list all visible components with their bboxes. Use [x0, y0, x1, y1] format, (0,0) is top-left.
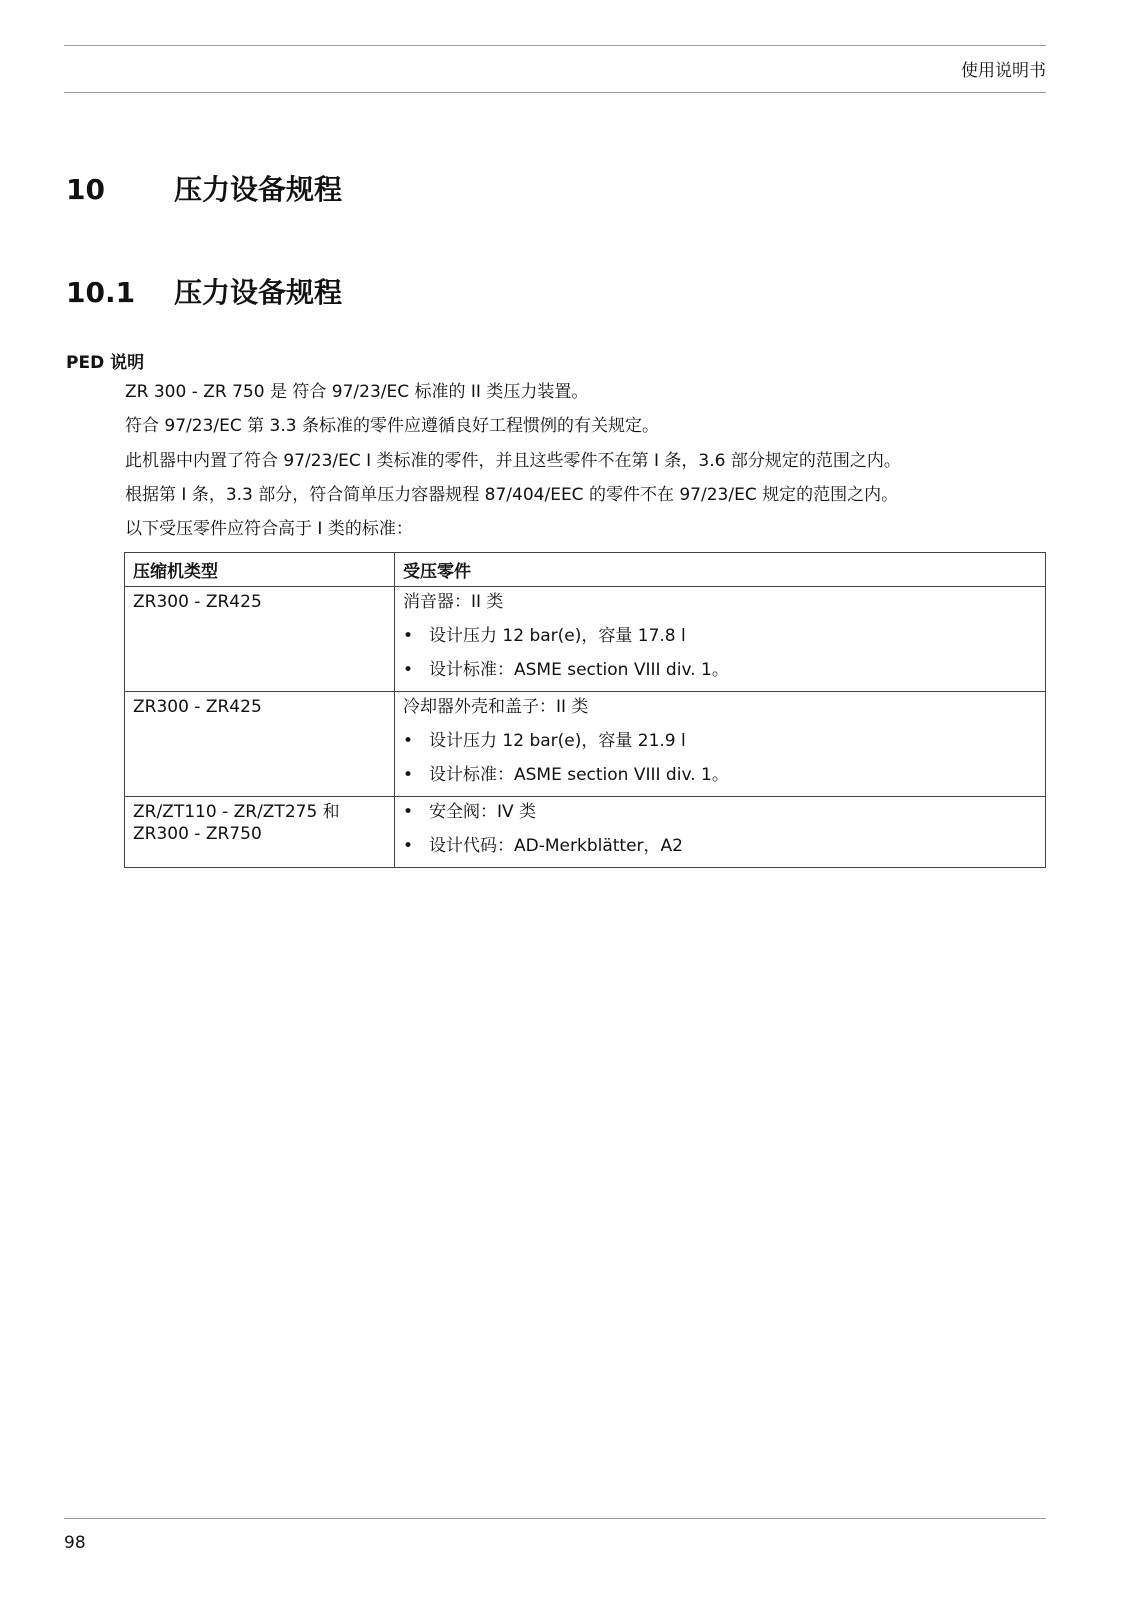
list-item-text: 设计压力 12 bar(e)，容量 17.8 l [429, 626, 686, 646]
list-item-text: 安全阀：IV 类 [429, 802, 537, 822]
table-row [125, 587, 1046, 692]
list-item [403, 835, 1037, 857]
part-bullet-list [403, 801, 1037, 857]
bullet-icon: • [403, 660, 414, 680]
list-item [403, 625, 1037, 647]
table-header-row [125, 553, 1046, 587]
pressure-parts-cell [395, 587, 1046, 692]
part-bullet-list [403, 730, 1037, 786]
list-item-text: 设计压力 12 bar(e)，容量 21.9 l [429, 731, 686, 751]
paragraph: 此机器中内置了符合 97/23/EC I 类标准的零件，并且这些零件不在第 I 条，3.6 部分规定的范围之内。 [125, 451, 901, 471]
page-number: 98 [64, 1533, 86, 1553]
compressor-type-line: ZR/ZT110 - ZR/ZT275 和 [133, 802, 340, 822]
list-item [403, 801, 1037, 823]
paragraph: 符合 97/23/EC 第 3.3 条标准的零件应遵循良好工程惯例的有关规定。 [125, 416, 659, 436]
column-header-compressor-type: 压缩机类型 [125, 553, 395, 587]
part-bullet-list [403, 625, 1037, 681]
pressure-parts-table [124, 552, 1046, 868]
list-item-text: 设计代码：AD-Merkblätter，A2 [429, 836, 683, 856]
header-top-rule [64, 45, 1046, 46]
list-item-text: 设计标准：ASME section VIII div. 1。 [429, 765, 729, 785]
table-row [125, 797, 1046, 868]
list-item [403, 659, 1037, 681]
section-number: 10.1 [66, 276, 136, 309]
compressor-type-cell [125, 692, 395, 797]
table-row [125, 692, 1046, 797]
compressor-type-line: ZR300 - ZR750 [133, 824, 262, 844]
section-title: 压力设备规程 [174, 276, 343, 309]
ped-subheading: PED 说明 [66, 353, 145, 373]
pressure-parts-cell [395, 797, 1046, 868]
list-item [403, 730, 1037, 752]
list-item [403, 764, 1037, 786]
paragraph: 以下受压零件应符合高于 I 类的标准： [125, 519, 413, 539]
part-title: 冷却器外壳和盖子：II 类 [403, 697, 589, 717]
header-bottom-rule [64, 92, 1046, 93]
chapter-number: 10 [66, 173, 105, 206]
compressor-type-line: ZR300 - ZR425 [133, 697, 262, 717]
list-item-text: 设计标准：ASME section VIII div. 1。 [429, 660, 729, 680]
compressor-type-cell [125, 797, 395, 868]
footer-rule [64, 1518, 1046, 1519]
compressor-type-line: ZR300 - ZR425 [133, 592, 262, 612]
part-title: 消音器：II 类 [403, 592, 504, 612]
compressor-type-cell [125, 587, 395, 692]
pressure-parts-cell [395, 692, 1046, 797]
bullet-icon: • [403, 765, 414, 785]
doc-header-label: 使用说明书 [961, 61, 1046, 81]
chapter-title: 压力设备规程 [174, 173, 343, 206]
paragraph: ZR 300 - ZR 750 是 符合 97/23/EC 标准的 II 类压力装置。 [125, 382, 589, 402]
bullet-icon: • [403, 731, 414, 751]
bullet-icon: • [403, 626, 414, 646]
bullet-icon: • [403, 802, 414, 822]
paragraph: 根据第 I 条，3.3 部分，符合简单压力容器规程 87/404/EEC 的零件不在 97/23/EC 规定的范围之内。 [125, 485, 899, 505]
bullet-icon: • [403, 836, 414, 856]
column-header-pressure-parts: 受压零件 [395, 553, 1046, 587]
